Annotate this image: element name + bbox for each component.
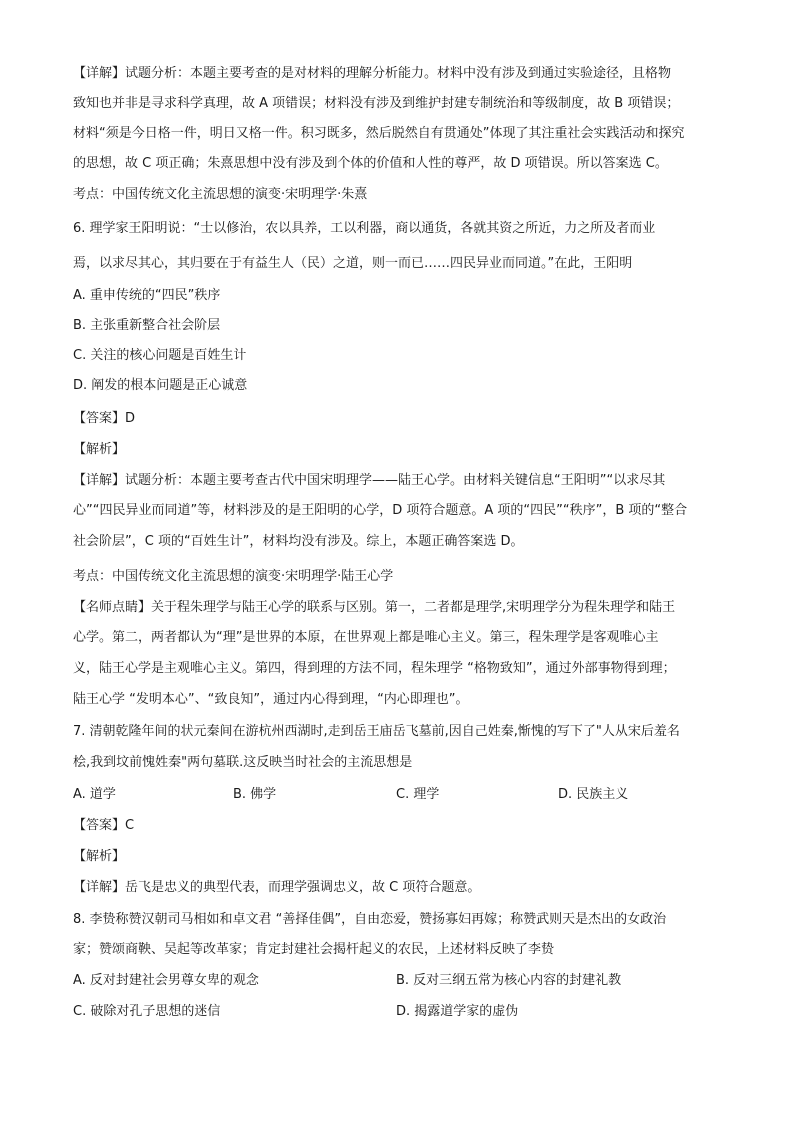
q6-option-a: A. 重申传统的“四民”秩序 — [73, 288, 221, 303]
q5-detail-line-3: 材料“须是今日格一件，明日又格一件。积习既多，然后脱然自有贯通处”体现了其注重社会实践活动和探究 — [73, 126, 685, 141]
q6-kaodian: 考点：中国传统文化主流思想的演变·宋明理学·陆王心学 — [73, 569, 394, 584]
q8-stem-line-1: 8. 李贽称赞汉朝司马相如和卓文君 “善择佳偶”，自由恋爱，赞扬寡妇再嫁；称赞武则天是杰出的女政治 — [73, 912, 667, 927]
q6-detail-line-3: 社会阶层”，C 项的“百姓生计”，材料均没有涉及。综上，本题正确答案选 D。 — [73, 534, 524, 549]
q7-option-d: D. 民族主义 — [558, 787, 629, 802]
q6-option-d: D. 阐发的根本问题是正心诚意 — [73, 378, 248, 393]
q5-detail-line-1: 【详解】试题分析：本题主要考查的是对材料的理解分析能力。材料中没有涉及到通过实验途径，且格物 — [73, 66, 672, 81]
q6-tip-line-1: 【名师点睛】关于程朱理学与陆王心学的联系与区别。第一，二者都是理学,宋明理学分为程朱理学和陆王 — [73, 600, 676, 615]
q6-tip-line-3: 义，陆王心学是主观唯心主义。第四，得到理的方法不同，程朱理学 “格物致知”，通过外部事物得到理； — [73, 661, 676, 676]
q6-detail-line-2: 心”“四民异业而同道”等，材料涉及的是王阳明的心学，D 项符合题意。A 项的“四民”“秩序”，B 项的“整合 — [73, 503, 688, 518]
q6-jiexi: 【解析】 — [73, 442, 126, 457]
q5-detail-line-2: 致知也并非是寻求科学真理，故 A 项错误；材料没有涉及到维护封建专制统治和等级制度，故 B 项错误； — [73, 96, 680, 111]
q6-option-c: C. 关注的核心问题是百姓生计 — [73, 348, 247, 363]
q7-option-c: C. 理学 — [396, 787, 440, 802]
q6-tip-line-2: 心学。第二，两者都认为“理”是世界的本原，在世界观上都是唯心主义。第三，程朱理学是客观唯心主 — [73, 630, 659, 645]
q5-detail-line-4: 的思想，故 C 项正确；朱熹思想中没有涉及到个体的价值和人性的尊严，故 D 项错误。所以答案选 C。 — [73, 156, 668, 171]
q7-answer: 【答案】C — [73, 818, 135, 833]
q8-option-c: C. 破除对孔子思想的迷信 — [73, 1004, 221, 1019]
q7-option-a: A. 道学 — [73, 787, 116, 802]
q8-stem-line-2: 家；赞颂商鞅、吴起等改革家；肯定封建社会揭杆起义的农民，上述材料反映了李贽 — [73, 942, 555, 957]
q7-option-b: B. 佛学 — [233, 787, 277, 802]
q7-detail: 【详解】岳飞是忠义的典型代表，而理学强调忠义，故 C 项符合题意。 — [73, 880, 481, 895]
q7-jiexi: 【解析】 — [73, 849, 126, 864]
q6-answer: 【答案】D — [73, 411, 136, 426]
q6-option-b: B. 主张重新整合社会阶层 — [73, 318, 221, 333]
q5-kaodian: 考点：中国传统文化主流思想的演变·宋明理学·朱熹 — [73, 187, 368, 202]
q8-option-b: B. 反对三纲五常为核心内容的封建礼教 — [396, 973, 622, 988]
q7-stem-line-2: 桧,我到坟前愧姓秦"两句墓联.这反映当时社会的主流思想是 — [73, 755, 413, 770]
q6-detail-line-1: 【详解】试题分析：本题主要考查古代中国宋明理学——陆王心学。由材料关键信息“王阳明”“以求尽其 — [73, 473, 666, 488]
q6-tip-line-4: 陆王心学 “发明本心”、“致良知”，通过内心得到理，“内心即理也”。 — [73, 692, 469, 707]
q7-stem-line-1: 7. 清朝乾隆年间的状元秦间在游杭州西湖时,走到岳王庙岳飞墓前,因自己姓秦,惭愧的写下了"人从宋后羞名 — [73, 724, 680, 739]
q8-option-a: A. 反对封建社会男尊女卑的观念 — [73, 973, 259, 988]
q6-stem-line-2: 焉，以求尽其心，其归要在于有益生人（民）之道，则一而已……四民异业而同道。”在此，王阳明 — [73, 256, 633, 271]
q8-option-d: D. 揭露道学家的虚伪 — [396, 1004, 519, 1019]
q6-stem-line-1: 6. 理学家王阳明说：“士以修治，农以具养，工以利器，商以通货，各就其资之所近，力之所及者而业 — [73, 221, 656, 236]
